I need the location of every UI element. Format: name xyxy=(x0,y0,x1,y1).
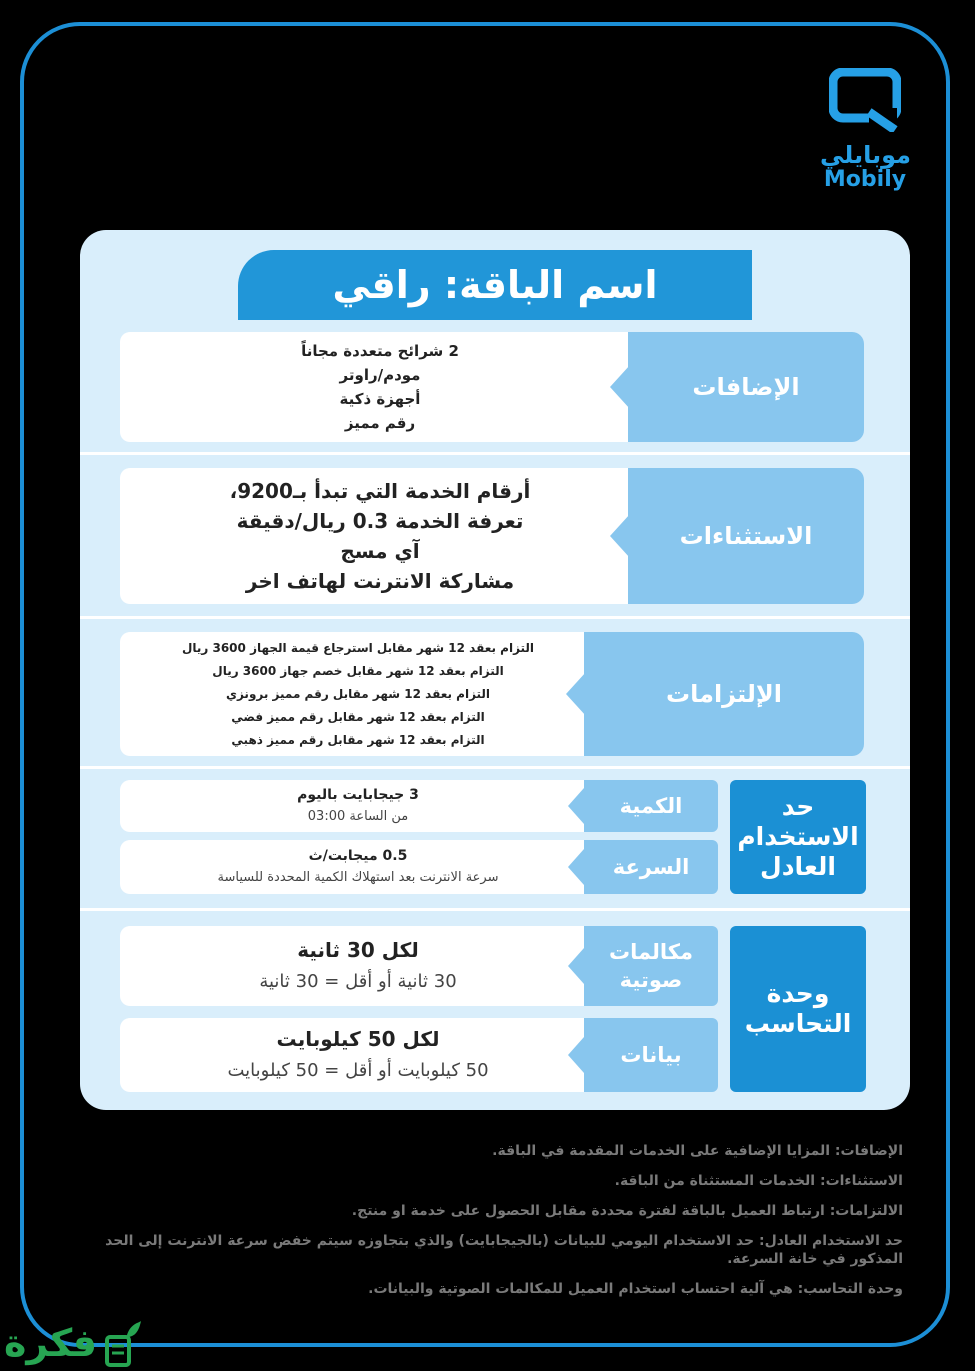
list-item: التزام بعقد 12 شهر مقابل استرجاع قيمة الجهاز 3600 ريال xyxy=(181,640,535,655)
list-item: مشاركة الانترنت لهاتف اخر xyxy=(245,569,515,593)
voice-billing-panel xyxy=(120,926,596,1006)
list-item: آي مسج xyxy=(340,539,420,563)
billing-unit-label: وحدة التحاسب xyxy=(730,926,866,1092)
exceptions-panel xyxy=(120,468,640,604)
quantity-note: من الساعة 03:00 xyxy=(307,809,409,824)
book-leaf-icon xyxy=(97,1319,143,1367)
divider xyxy=(80,766,910,769)
brand-name-en: Mobily xyxy=(823,167,907,192)
list-item: 2 شرائح متعددة مجاناً xyxy=(301,342,459,360)
list-item: أرقام الخدمة التي تبدأ بـ9200، xyxy=(229,479,531,503)
list-item: مودم/راوتر xyxy=(339,366,421,384)
voice-billing-note: 30 ثانية أو أقل = 30 ثانية xyxy=(259,971,457,992)
mobily-logo-icon xyxy=(829,68,901,132)
speed-value: 0.5 ميجابت/ث xyxy=(308,848,408,864)
divider xyxy=(80,908,910,911)
list-item: التزام بعقد 12 شهر مقابل رقم مميز برونزي xyxy=(225,686,491,701)
note-item: حد الاستخدام العادل: حد الاستخدام اليومي للبيانات (بالجيجابايت) والذي بتجاوزه سيتم خفض سرعة الانترنت إلى الحد المذكور في خانة السرعة. xyxy=(105,1233,903,1267)
note-item: الاستثناءات: الخدمات المستثناة من الباقة. xyxy=(614,1173,903,1189)
additions-label: الإضافات xyxy=(628,332,864,442)
fair-use-quantity-panel xyxy=(120,780,596,832)
voice-billing-value: لكل 30 ثانية xyxy=(297,938,419,962)
data-billing-note: 50 كيلوبايت أو أقل = 50 كيلوبايت xyxy=(227,1060,489,1081)
mobily-logo xyxy=(820,68,910,192)
list-item: رقم مميز xyxy=(344,414,416,432)
watermark xyxy=(4,1318,143,1368)
exceptions-label: الاستثناءات xyxy=(628,468,864,604)
additions-panel xyxy=(120,332,640,442)
quantity-label: الكمية xyxy=(584,780,718,832)
speed-label: السرعة xyxy=(584,840,718,894)
data-billing-value: لكل 50 كيلوبايت xyxy=(276,1027,440,1051)
quantity-value: 3 جيجابايت باليوم xyxy=(297,787,419,803)
fair-use-label: حد الاستخدام العادل xyxy=(730,780,866,894)
divider xyxy=(80,452,910,455)
note-item: الإضافات: المزايا الإضافية على الخدمات المقدمة في الباقة. xyxy=(492,1143,903,1159)
list-item: تعرفة الخدمة 0.3 ريال/دقيقة xyxy=(236,509,524,533)
package-title: اسم الباقة: راقي xyxy=(238,250,752,320)
watermark-text: فكرة xyxy=(4,1321,98,1365)
note-item: الالتزامات: ارتباط العميل بالباقة لفترة محددة مقابل الحصول على خدمة او منتج. xyxy=(351,1203,903,1219)
list-item: التزام بعقد 12 شهر مقابل رقم مميز ذهبي xyxy=(231,732,485,747)
definitions-notes xyxy=(83,1142,903,1310)
voice-calls-label: مكالمات صوتية xyxy=(584,926,718,1006)
commitments-label: الإلتزامات xyxy=(584,632,864,756)
data-billing-panel xyxy=(120,1018,596,1092)
brand-name-ar: موبايلي xyxy=(820,141,912,169)
commitments-panel xyxy=(120,632,596,756)
list-item: أجهزة ذكية xyxy=(339,390,421,408)
fair-use-speed-panel xyxy=(120,840,596,894)
divider xyxy=(80,616,910,619)
list-item: التزام بعقد 12 شهر مقابل خصم جهاز 3600 ريال xyxy=(212,663,504,678)
speed-note: سرعة الانترنت بعد استهلاك الكمية المحددة للسياسة xyxy=(217,870,499,885)
list-item: التزام بعقد 12 شهر مقابل رقم مميز فضي xyxy=(231,709,485,724)
note-item: وحدة التحاسب: هي آلية احتساب استخدام العميل للمكالمات الصوتية والبيانات. xyxy=(368,1281,903,1297)
data-label: بيانات xyxy=(584,1018,718,1092)
